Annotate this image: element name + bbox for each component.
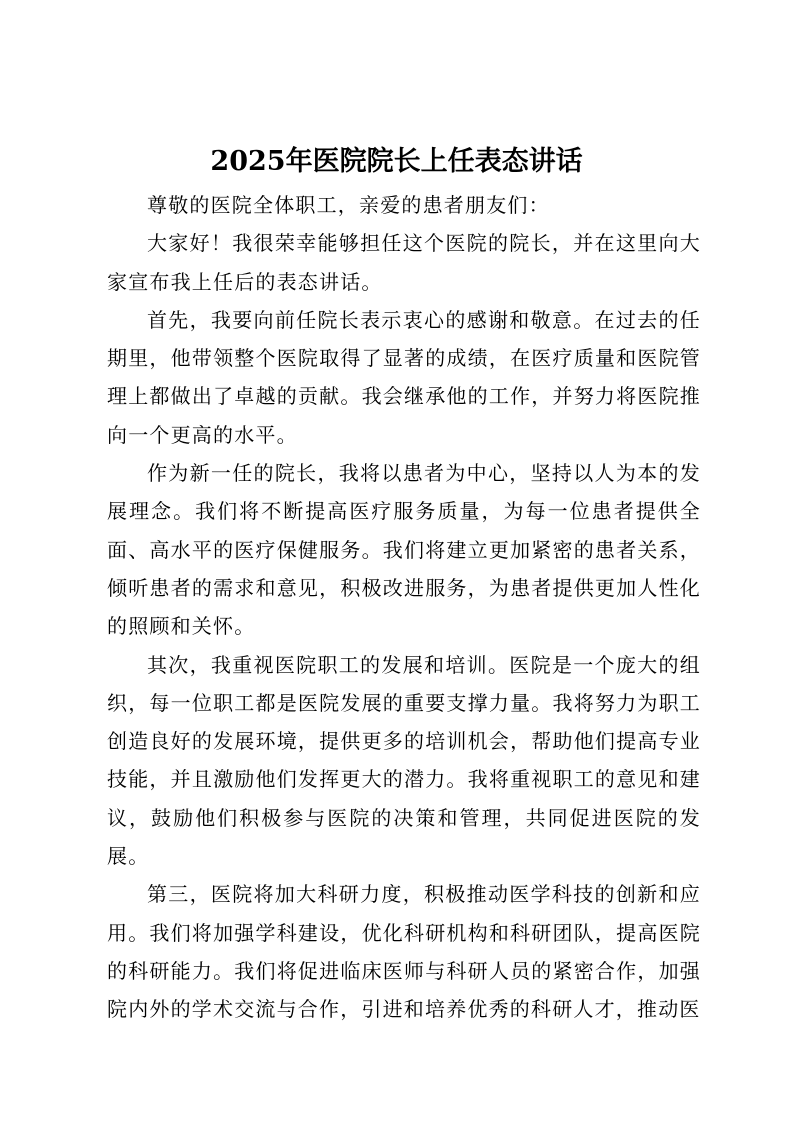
document-body	[107, 186, 701, 1029]
paragraph-thanks: 首先，我要向前任院长表示衷心的感谢和敬意。在过去的任期里，他带领整个医院取得了显著的成绩，在医疗质量和医院管理上都做出了卓越的贡献。我会继承他的工作，并努力将医院推向一个更高的水平。	[107, 307, 701, 447]
document-title: 2025年医院院长上任表态讲话	[210, 146, 583, 177]
paragraph-research: 第三，医院将加大科研力度，积极推动医学科技的创新和应用。我们将加强学科建设，优化科研机构和科研团队，提高医院的科研能力。我们将促进临床医师与科研人员的紧密合作，加强院内外的学术交流与合作，引进和培养优秀的科研人才，推动医	[107, 882, 701, 1022]
paragraph-salutation: 尊敬的医院全体职工，亲爱的患者朋友们：	[147, 193, 550, 217]
paragraph-greeting: 大家好！我很荣幸能够担任这个医院的院长，并在这里向大家宣布我上任后的表态讲话。	[107, 231, 701, 294]
paragraph-staff-development: 其次，我重视医院职工的发展和培训。医院是一个庞大的组织，每一位职工都是医院发展的重要支撑力量。我将努力为职工创造良好的发展环境，提供更多的培训机会，帮助他们提高专业技能，并且激励他们发挥更大的潜力。我将重视职工的意见和建议，鼓励他们积极参与医院的决策和管理，共同促进医院的发展。	[107, 652, 701, 869]
paragraph-patient-centered: 作为新一任的院长，我将以患者为中心，坚持以人为本的发展理念。我们将不断提高医疗服务质量，为每一位患者提供全面、高水平的医疗保健服务。我们将建立更加紧密的患者关系，倾听患者的需求和意见，积极改进服务，为患者提供更加人性化的照顾和关怀。	[107, 461, 701, 639]
